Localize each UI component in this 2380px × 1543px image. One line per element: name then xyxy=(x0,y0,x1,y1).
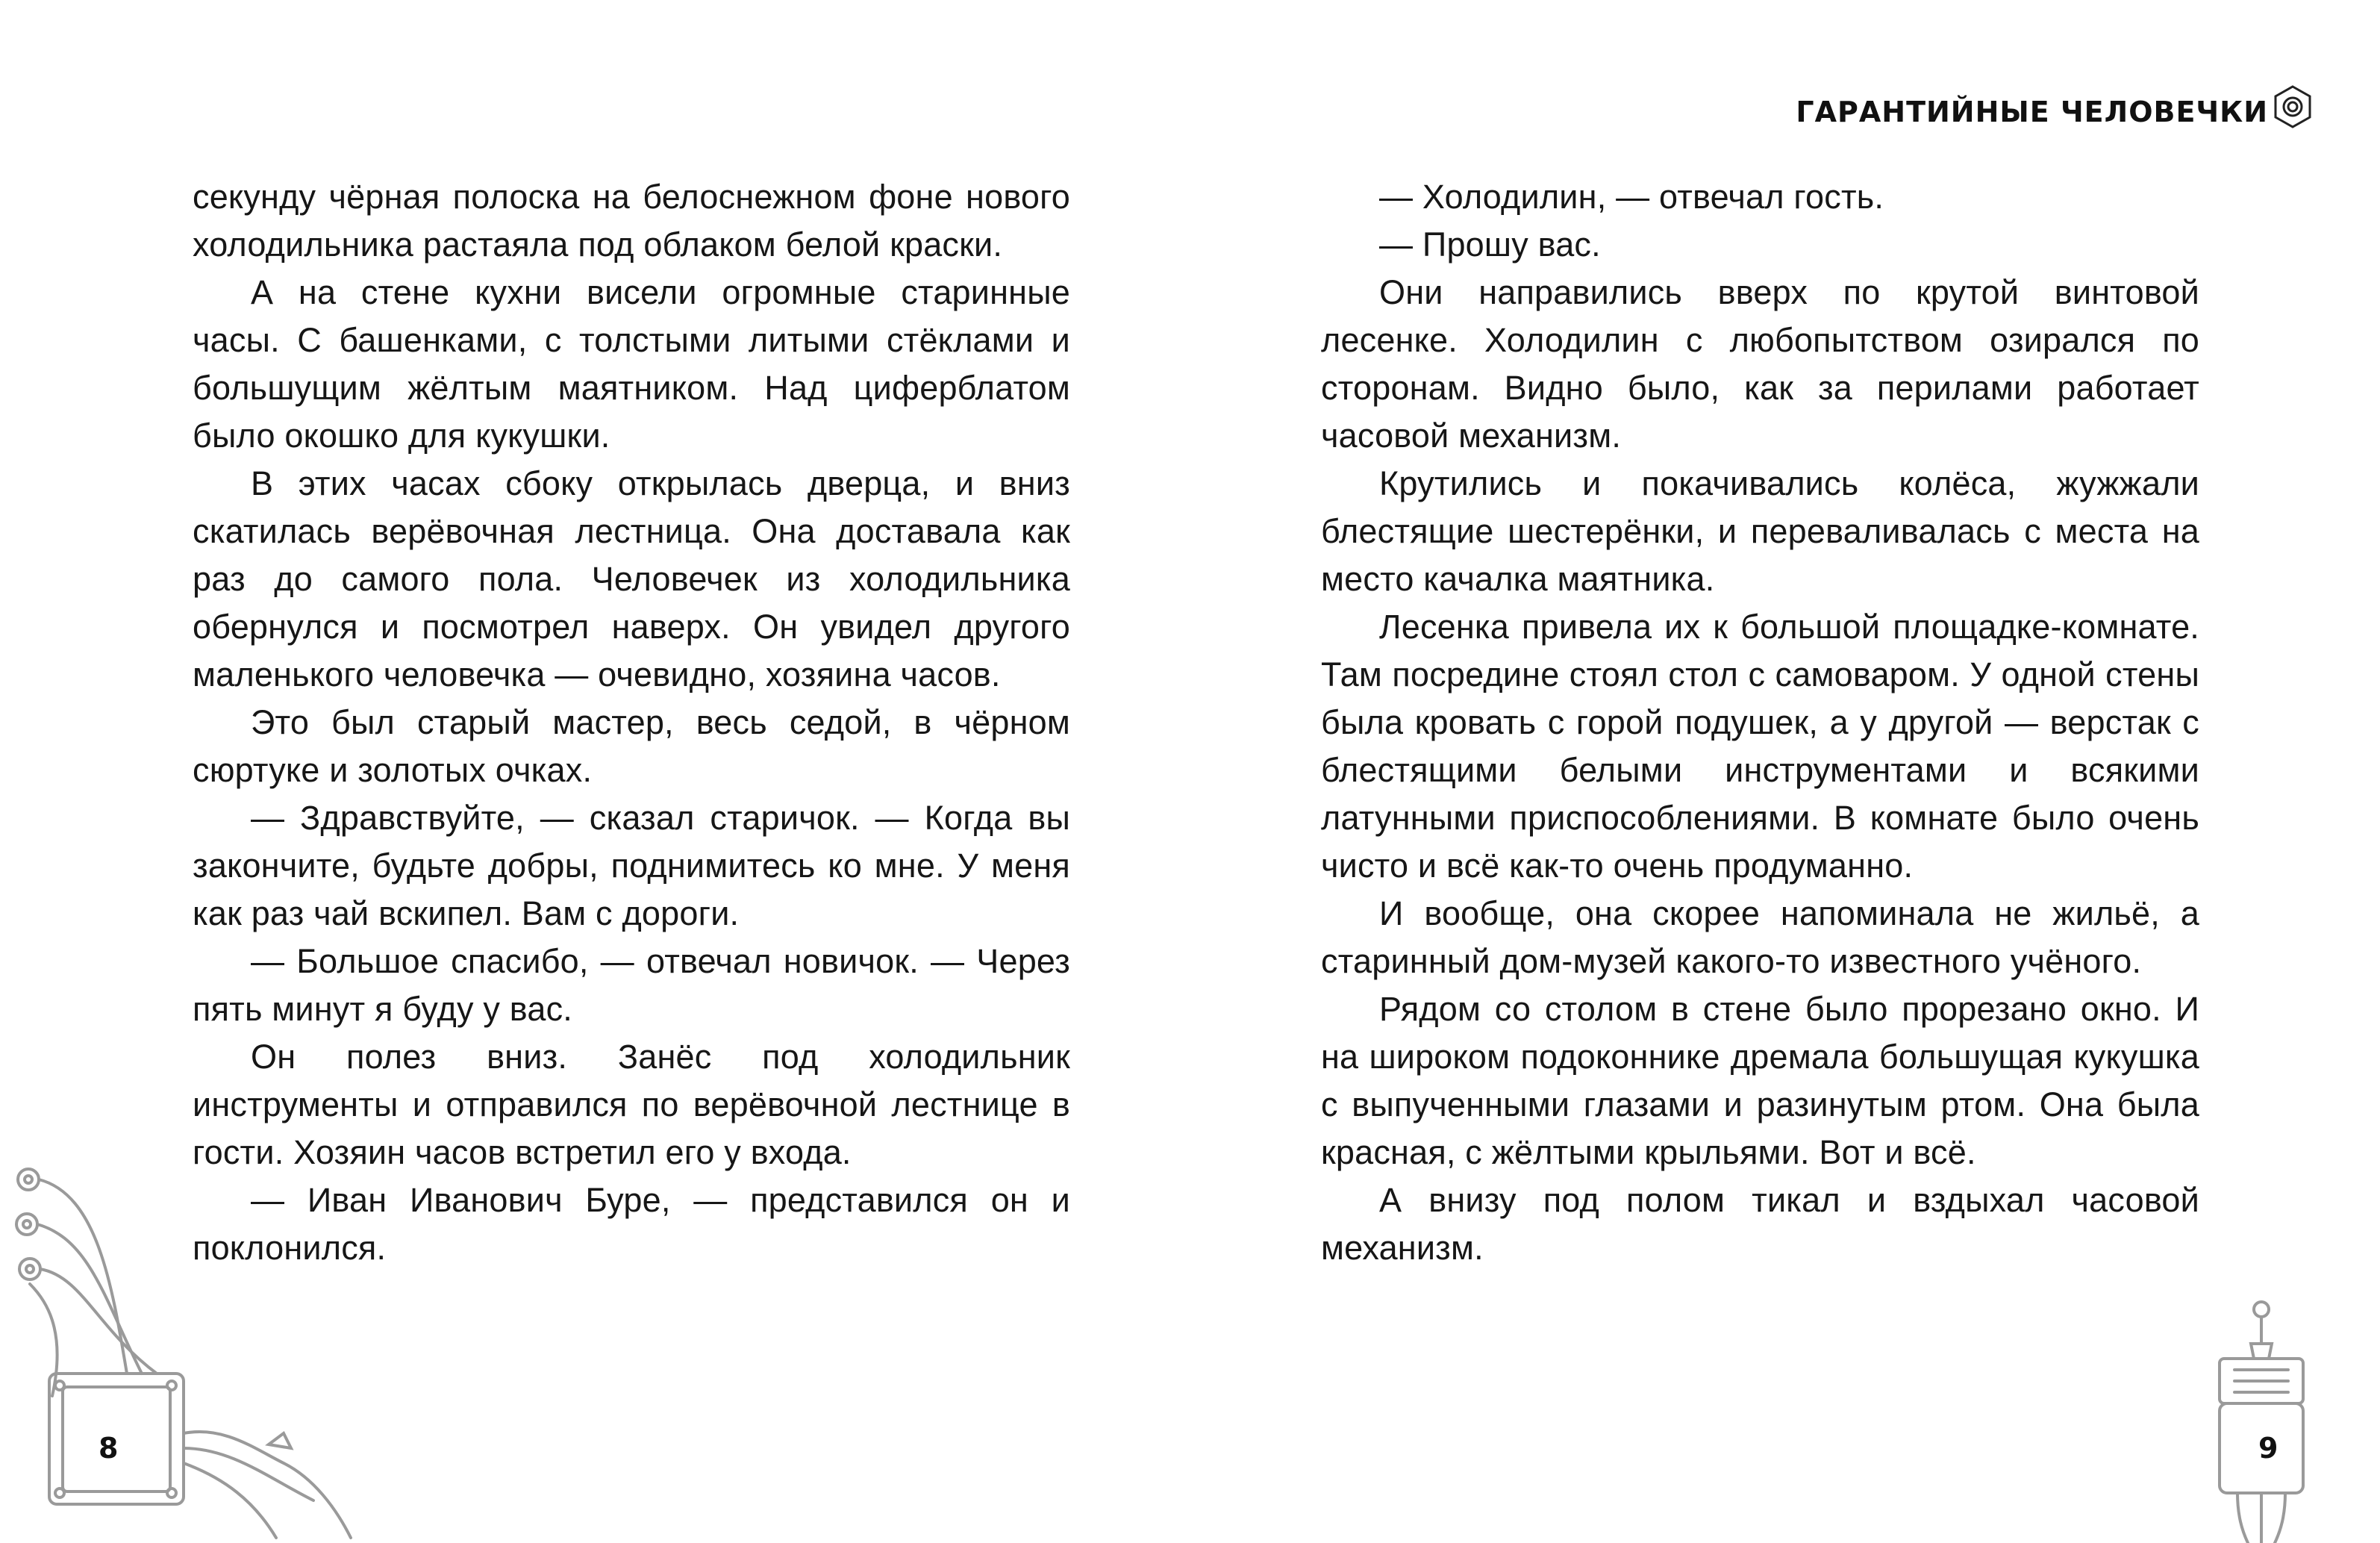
page-number: 9 xyxy=(2258,1432,2279,1465)
fuse-plug-illustration xyxy=(2205,1299,2380,1543)
paragraph: Он полез вниз. Занёс под холодильник инструменты и отправился по верёвочной лестнице в гости. Хозяин часов встретил его у входа. xyxy=(193,1038,1070,1171)
paragraph: Они направились вверх по крутой винтовой лесенке. Холодилин с любопытством озирался по сторонам. Видно было, как за перилами работает часовой механизм. xyxy=(1321,273,2199,455)
paragraph: секунду чёрная полоска на белоснежном фоне нового холодильника растаяла под облаком белой краски. xyxy=(193,178,1070,264)
page-number: 8 xyxy=(99,1432,119,1465)
paragraph: — Холодилин, — отвечал гость. xyxy=(1379,178,1884,216)
right-text-column xyxy=(1321,173,2199,1272)
paragraph: В этих часах сбоку открылась дверца, и вниз скатилась верёвочная лестница. Она доставала как раз до самого пола. Человечек из холодильника обернулся и посмотрел наверх. Он увидел другого маленького человечка — очевидно, хозяина часов. xyxy=(193,464,1070,693)
left-text-column xyxy=(193,173,1070,1272)
paragraph: — Прошу вас. xyxy=(1379,225,1601,264)
paragraph: А на стене кухни висели огромные старинные часы. С башенками, с толстыми литыми стёклами и большущим жёлтым маятником. Над циферблатом было окошко для кукушки. xyxy=(193,273,1070,455)
paragraph: Рядом со столом в стене было прорезано окно. И на широком подоконнике дремала большущая кукушка с выпученными глазами и разинутым ртом. Она была красная, с жёлтыми крыльями. Вот и всё. xyxy=(1321,990,2199,1171)
paragraph: Лесенка привела их к большой площадке-комнате. Там посредине стоял стол с самоваром. У одной стены была кровать с горой подушек, а у другой — верстак с блестящими белыми инструментами и всякими латунными приспособлениями. В комнате было очень чисто и всё как-то очень продуманно. xyxy=(1321,608,2199,885)
nut-icon xyxy=(2270,84,2316,130)
paragraph: — Здравствуйте, — сказал старичок. — Когда вы закончите, будьте добры, поднимитесь ко мне. У меня как раз чай вскипел. Вам с дороги. xyxy=(193,799,1070,932)
wire-plug-illustration xyxy=(0,1150,358,1543)
paragraph: Это был старый мастер, весь седой, в чёрном сюртуке и золотых очках. xyxy=(193,703,1070,789)
paragraph: Крутились и покачивались колёса, жужжали блестящие шестерёнки, и переваливалась с места на место качалка маятника. xyxy=(1321,464,2199,598)
running-header: ГАРАНТИЙНЫЕ ЧЕЛОВЕЧКИ xyxy=(1796,96,2268,128)
paragraph: И вообще, она скорее напоминала не жильё, а старинный дом-музей какого-то известного учёного. xyxy=(1321,894,2199,980)
right-page xyxy=(1190,0,2380,1543)
paragraph: А внизу под полом тикал и вздыхал часовой механизм. xyxy=(1321,1181,2199,1267)
paragraph: — Большое спасибо, — отвечал новичок. — Через пять минут я буду у вас. xyxy=(193,942,1070,1028)
paragraph: — Иван Иванович Буре, — представился он и поклонился. xyxy=(193,1181,1070,1267)
